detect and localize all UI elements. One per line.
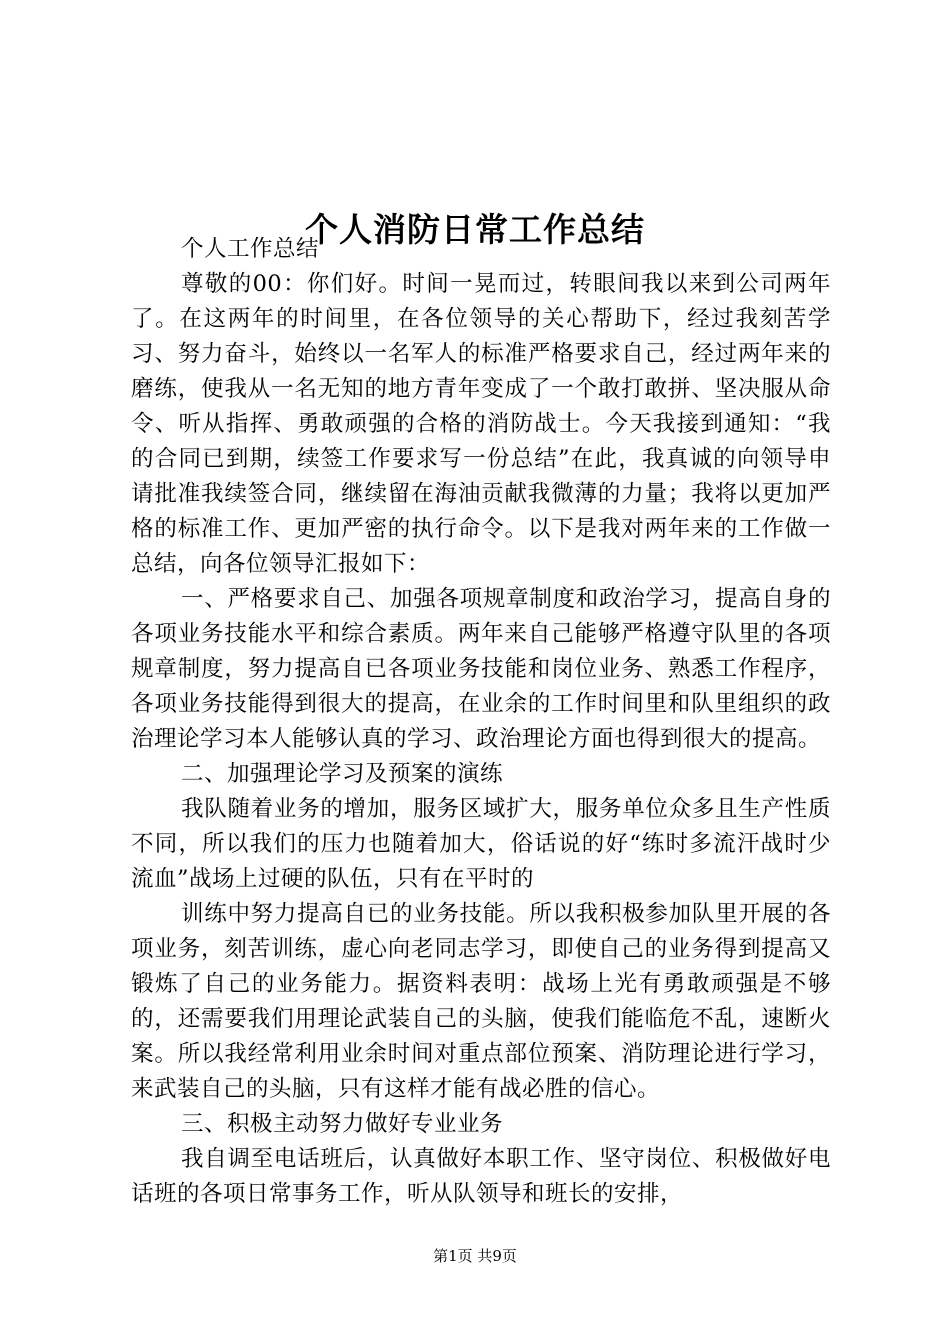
document-title: 个人消防日常工作总结 bbox=[305, 210, 645, 250]
section-2-heading: 二、加强理论学习及预案的演练 bbox=[181, 761, 504, 787]
paragraph-section-1: 一、严格要求自己、加强各项规章制度和政治学习，提高自身的各项业务技能水平和综合素质。两年来自己能够严格遵守队里的各项规章制度，努力提高自已各项业务技能和岗位业务、熟悉工作程序，各项业务技能得到很大的提高，在业余的工作时间里和队里组织的政治理论学习本人能够认真的学习、政治理论方面也得到很大的提高。 bbox=[131, 586, 831, 752]
section-3-heading: 三、积极主动努力做好专业业务 bbox=[181, 1111, 504, 1137]
page-number-footer: 第1页 共9页 bbox=[433, 1247, 517, 1265]
paragraph-heading: 个人工作总结 bbox=[181, 236, 320, 262]
paragraph-intro: 尊敬的00：你们好。时间一晃而过，转眼间我以来到公司两年了。在这两年的时间里，在各位领导的关心帮助下，经过我刻苦学习、努力奋斗，始终以一名军人的标准严格要求自己，经过两年来的磨练，使我从一名无知的地方青年变成了一个敢打敢拼、坚决服从命令、听从指挥、勇敢顽强的合格的消防战士。今天我接到通知：“我的合同已到期，续签工作要求写一份总结”在此，我真诚的向领导申请批准我续签合同，继续留在海油贡献我微薄的力量；我将以更加严格的标准工作、更加严密的执行命令。以下是我对两年来的工作做一总结，向各位领导汇报如下： bbox=[131, 271, 831, 577]
document-body bbox=[131, 232, 831, 1212]
paragraph-section-2b: 训练中努力提高自已的业务技能。所以我积极参加队里开展的各项业务，刻苦训练，虚心向老同志学习，即使自己的业务得到提高又锻炼了自己的业务能力。据资料表明：战场上光有勇敢顽强是不够的，还需要我们用理论武装自己的头脑，使我们能临危不乱，速断火案。所以我经常利用业余时间对重点部位预案、消防理论进行学习，来武装自己的头脑，只有这样才能有战必胜的信心。 bbox=[131, 901, 831, 1102]
paragraph-section-3: 我自调至电话班后，认真做好本职工作、坚守岗位、积极做好电话班的各项日常事务工作，听从队领导和班长的安排， bbox=[131, 1146, 831, 1207]
paragraph-section-2a: 我队随着业务的增加，服务区域扩大，服务单位众多且生产性质不同，所以我们的压力也随着加大，俗话说的好“练时多流汗战时少流血”战场上过硬的队伍，只有在平时的 bbox=[131, 796, 831, 892]
